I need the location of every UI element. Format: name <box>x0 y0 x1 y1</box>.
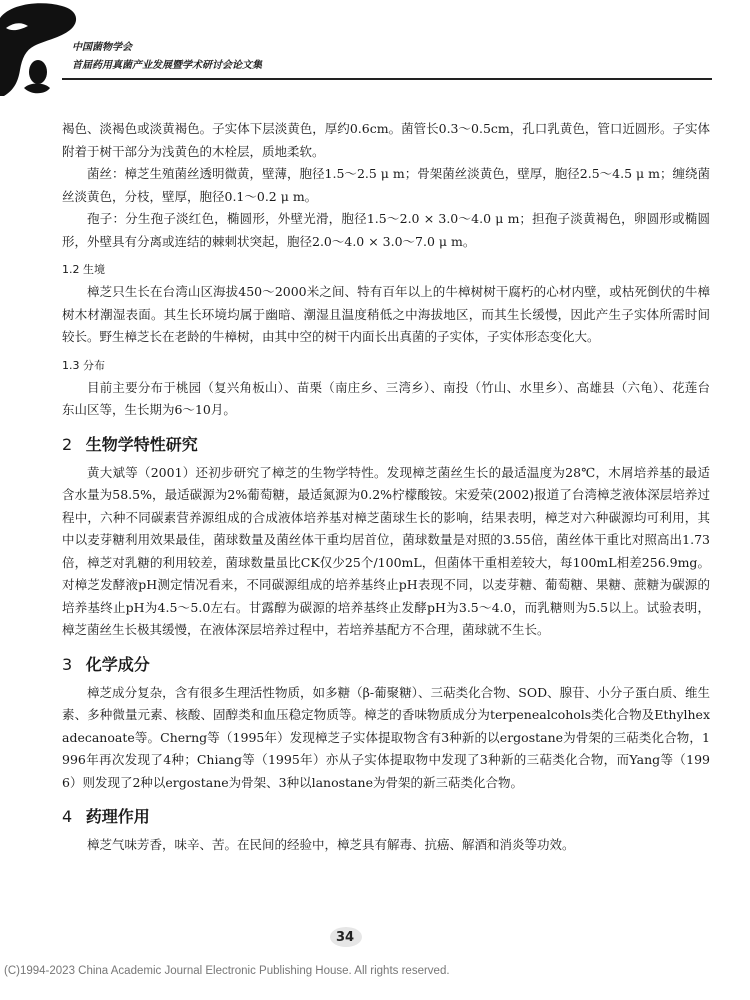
mushroom-logo-icon <box>0 0 110 110</box>
subsection-number: 1.2 <box>62 263 80 276</box>
section-heading-biology <box>62 430 710 460</box>
paragraph-distribution: 目前主要分布于桃园（复兴角板山）、苗栗（南庄乡、三湾乡）、南投（竹山、水里乡）、高雄县（六龟）、花莲台东山区等，生长期为6～10月。 <box>62 379 710 417</box>
paragraph-chemistry: 樟芝成分复杂，含有很多生理活性物质，如多糖（β-葡聚糖）、三萜类化合物、SOD、腺苷、小分子蛋白质、维生素、多种微量元素、核酸、固醇类和血压稳定物质等。樟芝的香味物质成分为terpenealcohols类化合物及Ethylhexadecanoate等。Cherng等（1995年）发现樟芝子实体提取物含有3种新的以ergostane为骨架的三萜类化合物，1996年再次发现了4种；Chiang等（1995年）亦从子实体提取物中发现了3种新的三萜类化合物，而Yang等（1996）则发现了2种以ergostane为骨架、3种以lanostane为骨架的新三萜类化合物。 <box>62 684 710 790</box>
section-title: 药理作用 <box>85 807 150 826</box>
subsection-title: 分布 <box>83 358 105 372</box>
paragraph-hyphae: 菌丝：樟芝生殖菌丝透明微黄，壁薄，胞径1.5～2.5 μ m；骨架菌丝淡黄色，壁厚，胞径2.5～4.5 μ m；缠绕菌丝淡黄色，分枝，壁厚，胞径0.1～0.2 μ m。 <box>62 166 710 204</box>
article-body <box>62 118 710 857</box>
paragraph-habitat: 樟芝只生长在台湾山区海拔450～2000米之间、特有百年以上的牛樟树树干腐朽的心材内壁，或枯死倒伏的牛樟树木材潮湿表面。其生长环境均属于幽暗、潮湿且温度稍低之中海拔地区，而其生长缓慢，因此产生子实体所需时间较长。野生樟芝长在老龄的牛樟树，由其中空的树干内面长出真菌的子实体，子实体形态变化大。 <box>62 284 710 344</box>
subsection-heading-habitat <box>62 259 710 281</box>
page-number: 34 <box>336 930 355 945</box>
header-proceedings-title: 首届药用真菌产业发展暨学术研讨会论文集 <box>72 60 262 71</box>
section-title: 生物学特性研究 <box>85 434 198 454</box>
section-heading-chemistry <box>62 650 710 680</box>
header-society-name: 中国菌物学会 <box>72 42 132 53</box>
section-number: 3 <box>62 654 73 674</box>
paragraph-morphology: 褐色、淡褐色或淡黄褐色。子实体下层淡黄色，厚约0.6cm。菌管长0.3～0.5cm，孔口乳黄色，管口近圆形。子实体附着于树干部分为浅黄色的木栓层，质地柔软。 <box>62 121 710 159</box>
section-title: 化学成分 <box>85 654 150 674</box>
copyright-footer: (C)1994-2023 China Academic Journal Electronic Publishing House. All rights reserved. <box>4 965 450 977</box>
section-number: 4 <box>62 807 73 826</box>
header-divider <box>62 78 712 80</box>
section-heading-pharmacology <box>62 802 710 832</box>
page-header <box>0 0 750 110</box>
paragraph-spores: 孢子：分生孢子淡红色，椭圆形，外壁光滑，胞径1.5～2.0 × 3.0～4.0 μ m；担孢子淡黄褐色，卵圆形或椭圆形，外壁具有分离或连结的棘刺状突起，胞径2.0～4.0 × 3.0～7.0 μ m。 <box>62 211 710 249</box>
subsection-heading-distribution <box>62 355 710 377</box>
subsection-title: 生境 <box>83 263 105 276</box>
paragraph-pharmacology: 樟芝气味芳香，味辛、苦。在民间的经验中，樟芝具有解毒、抗癌、解酒和消炎等功效。 <box>87 837 575 852</box>
paragraph-biology: 黄大斌等（2001）还初步研究了樟芝的生物学特性。发现樟芝菌丝生长的最适温度为28℃，木屑培养基的最适含水量为58.5%，最适碳源为2%葡萄糖，最适氮源为0.2%柠檬酸铵。宋爱荣(2002)报道了台湾樟芝液体深层培养过程中，六种不同碳素营养源组成的合成液体培养基对樟芝菌球生长的影响，结果表明，樟芝对六种碳源均可利用，其中以麦芽糖利用效果最佳，菌球数量及菌丝体干重均居首位，菌球数量是对照的3.55倍，菌丝体干重比对照高出1.73倍，樟芝对乳糖的利用较差，菌球数量虽比CK仅少25个/100mL，但菌体干重相差较大，每100mL相差256.9mg。对樟芝发酵液pH测定情况看来，不同碳源组成的培养基终止pH表现不同，以麦芽糖、葡萄糖、果糖、蔗糖为碳源的培养基终止pH为4.5～5.0左右。甘露醇为碳源的培养基终止发酵pH为3.5～4.0，而乳糖则为5.5以上。试验表明，樟芝菌丝生长极其缓慢，在液体深层培养过程中，若培养基配方不合理，菌球就不生长。 <box>62 464 710 637</box>
subsection-number: 1.3 <box>62 358 80 372</box>
section-number: 2 <box>62 434 73 454</box>
